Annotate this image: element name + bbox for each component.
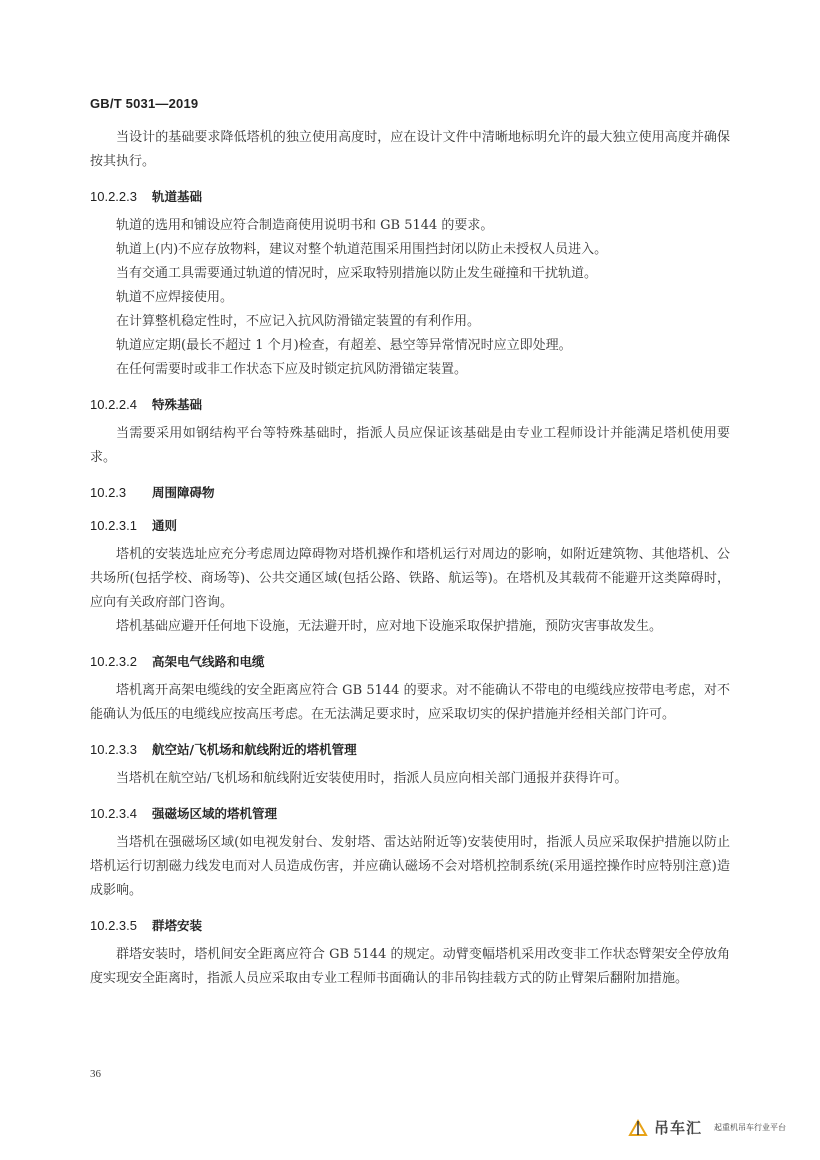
- document-body: [90, 126, 730, 991]
- section-number: 10.2.3.1: [90, 518, 137, 533]
- section-number: 10.2.3.3: [90, 742, 137, 757]
- paragraph: 在计算整机稳定性时，不应记入抗风防滑锚定装置的有利作用。: [116, 314, 481, 329]
- paragraph: 当有交通工具需要通过轨道的情况时，应采取特别措施以防止发生碰撞和干扰轨道。: [116, 266, 598, 281]
- section-heading: [90, 395, 730, 415]
- page-number: 36: [90, 1068, 101, 1080]
- section-heading: [90, 652, 730, 672]
- section-number: 10.2.2.4: [90, 397, 137, 412]
- section-number: 10.2.3: [90, 485, 127, 500]
- paragraph: 轨道应定期(最长不超过 1 个月)检查，有超差、悬空等异常情况时应立即处理。: [116, 338, 572, 353]
- logo-tagline: 起重机吊车行业平台: [714, 1123, 786, 1132]
- section-title: 航空站/飞机场和航线附近的塔机管理: [152, 742, 357, 757]
- section-number: 10.2.3.2: [90, 654, 137, 669]
- paragraph: 塔机的安装选址应充分考虑周边障碍物对塔机操作和塔机运行对周边的影响，如附近建筑物、其他塔机、公共场所(包括学校、商场等)、公共交通区域(包括公路、铁路、航运等)。在塔机及其载荷不能避开这类障碍时，应向有关政府部门咨询。: [90, 547, 730, 610]
- paragraph: 在任何需要时或非工作状态下应及时锁定抗风防滑锚定装置。: [116, 362, 468, 377]
- standard-number: GB/T 5031—2019: [90, 96, 199, 111]
- paragraph: 当塔机在航空站/飞机场和航线附近安装使用时，指派人员应向相关部门通报并获得许可。: [116, 771, 628, 786]
- section-title: 高架电气线路和电缆: [152, 654, 265, 669]
- paragraph: 当需要采用如钢结构平台等特殊基础时，指派人员应保证该基础是由专业工程师设计并能满足塔机使用要求。: [90, 426, 730, 465]
- section-title: 周围障碍物: [152, 485, 215, 500]
- section-heading: [90, 916, 730, 936]
- section-heading: [90, 740, 730, 760]
- paragraph: 塔机离开高架电缆线的安全距离应符合 GB 5144 的要求。对不能确认不带电的电缆线应按带电考虑，对不能确认为低压的电缆线应按高压考虑。在无法满足要求时，应采取切实的保护措施并经相关部门许可。: [90, 683, 730, 722]
- section-heading: [90, 516, 730, 536]
- section-number: 10.2.2.3: [90, 189, 137, 204]
- section-title: 特殊基础: [152, 397, 203, 412]
- paragraph: 轨道不应焊接使用。: [116, 290, 234, 305]
- section-title: 通则: [152, 518, 178, 533]
- section-title: 强磁场区域的塔机管理: [152, 806, 278, 821]
- paragraph: 轨道的选用和铺设应符合制造商使用说明书和 GB 5144 的要求。: [116, 218, 494, 233]
- section-number: 10.2.3.5: [90, 918, 137, 933]
- section-title: 轨道基础: [152, 189, 203, 204]
- paragraph: 当塔机在强磁场区域(如电视发射台、发射塔、雷达站附近等)安装使用时，指派人员应采取保护措施以防止塔机运行切割磁力线发电而对人员造成伤害，并应确认磁场不会对塔机控制系统(采用遥控操作时应特别注意)造成影响。: [90, 835, 730, 898]
- paragraph: 塔机基础应避开任何地下设施，无法避开时，应对地下设施采取保护措施，预防灾害事故发生。: [116, 619, 663, 634]
- paragraph: 群塔安装时，塔机间安全距离应符合 GB 5144 的规定。动臂变幅塔机采用改变非工作状态臂架安全停放角度实现安全距离时，指派人员应采取由专业工程师书面确认的非吊钩挂载方式的防止臂架后翻附加措施。: [90, 947, 730, 986]
- section-heading: [90, 804, 730, 824]
- site-logo: [628, 1117, 786, 1138]
- crane-logo-icon: [628, 1119, 648, 1137]
- section-heading: [90, 483, 730, 503]
- paragraph: 当设计的基础要求降低塔机的独立使用高度时，应在设计文件中清晰地标明允许的最大独立使用高度并确保按其执行。: [90, 130, 730, 169]
- section-title: 群塔安装: [152, 918, 203, 933]
- logo-name: 吊车汇: [653, 1119, 702, 1137]
- paragraph: 轨道上(内)不应存放物料，建议对整个轨道范围采用围挡封闭以防止未授权人员进入。: [116, 242, 608, 257]
- section-heading: [90, 187, 730, 207]
- section-number: 10.2.3.4: [90, 806, 137, 821]
